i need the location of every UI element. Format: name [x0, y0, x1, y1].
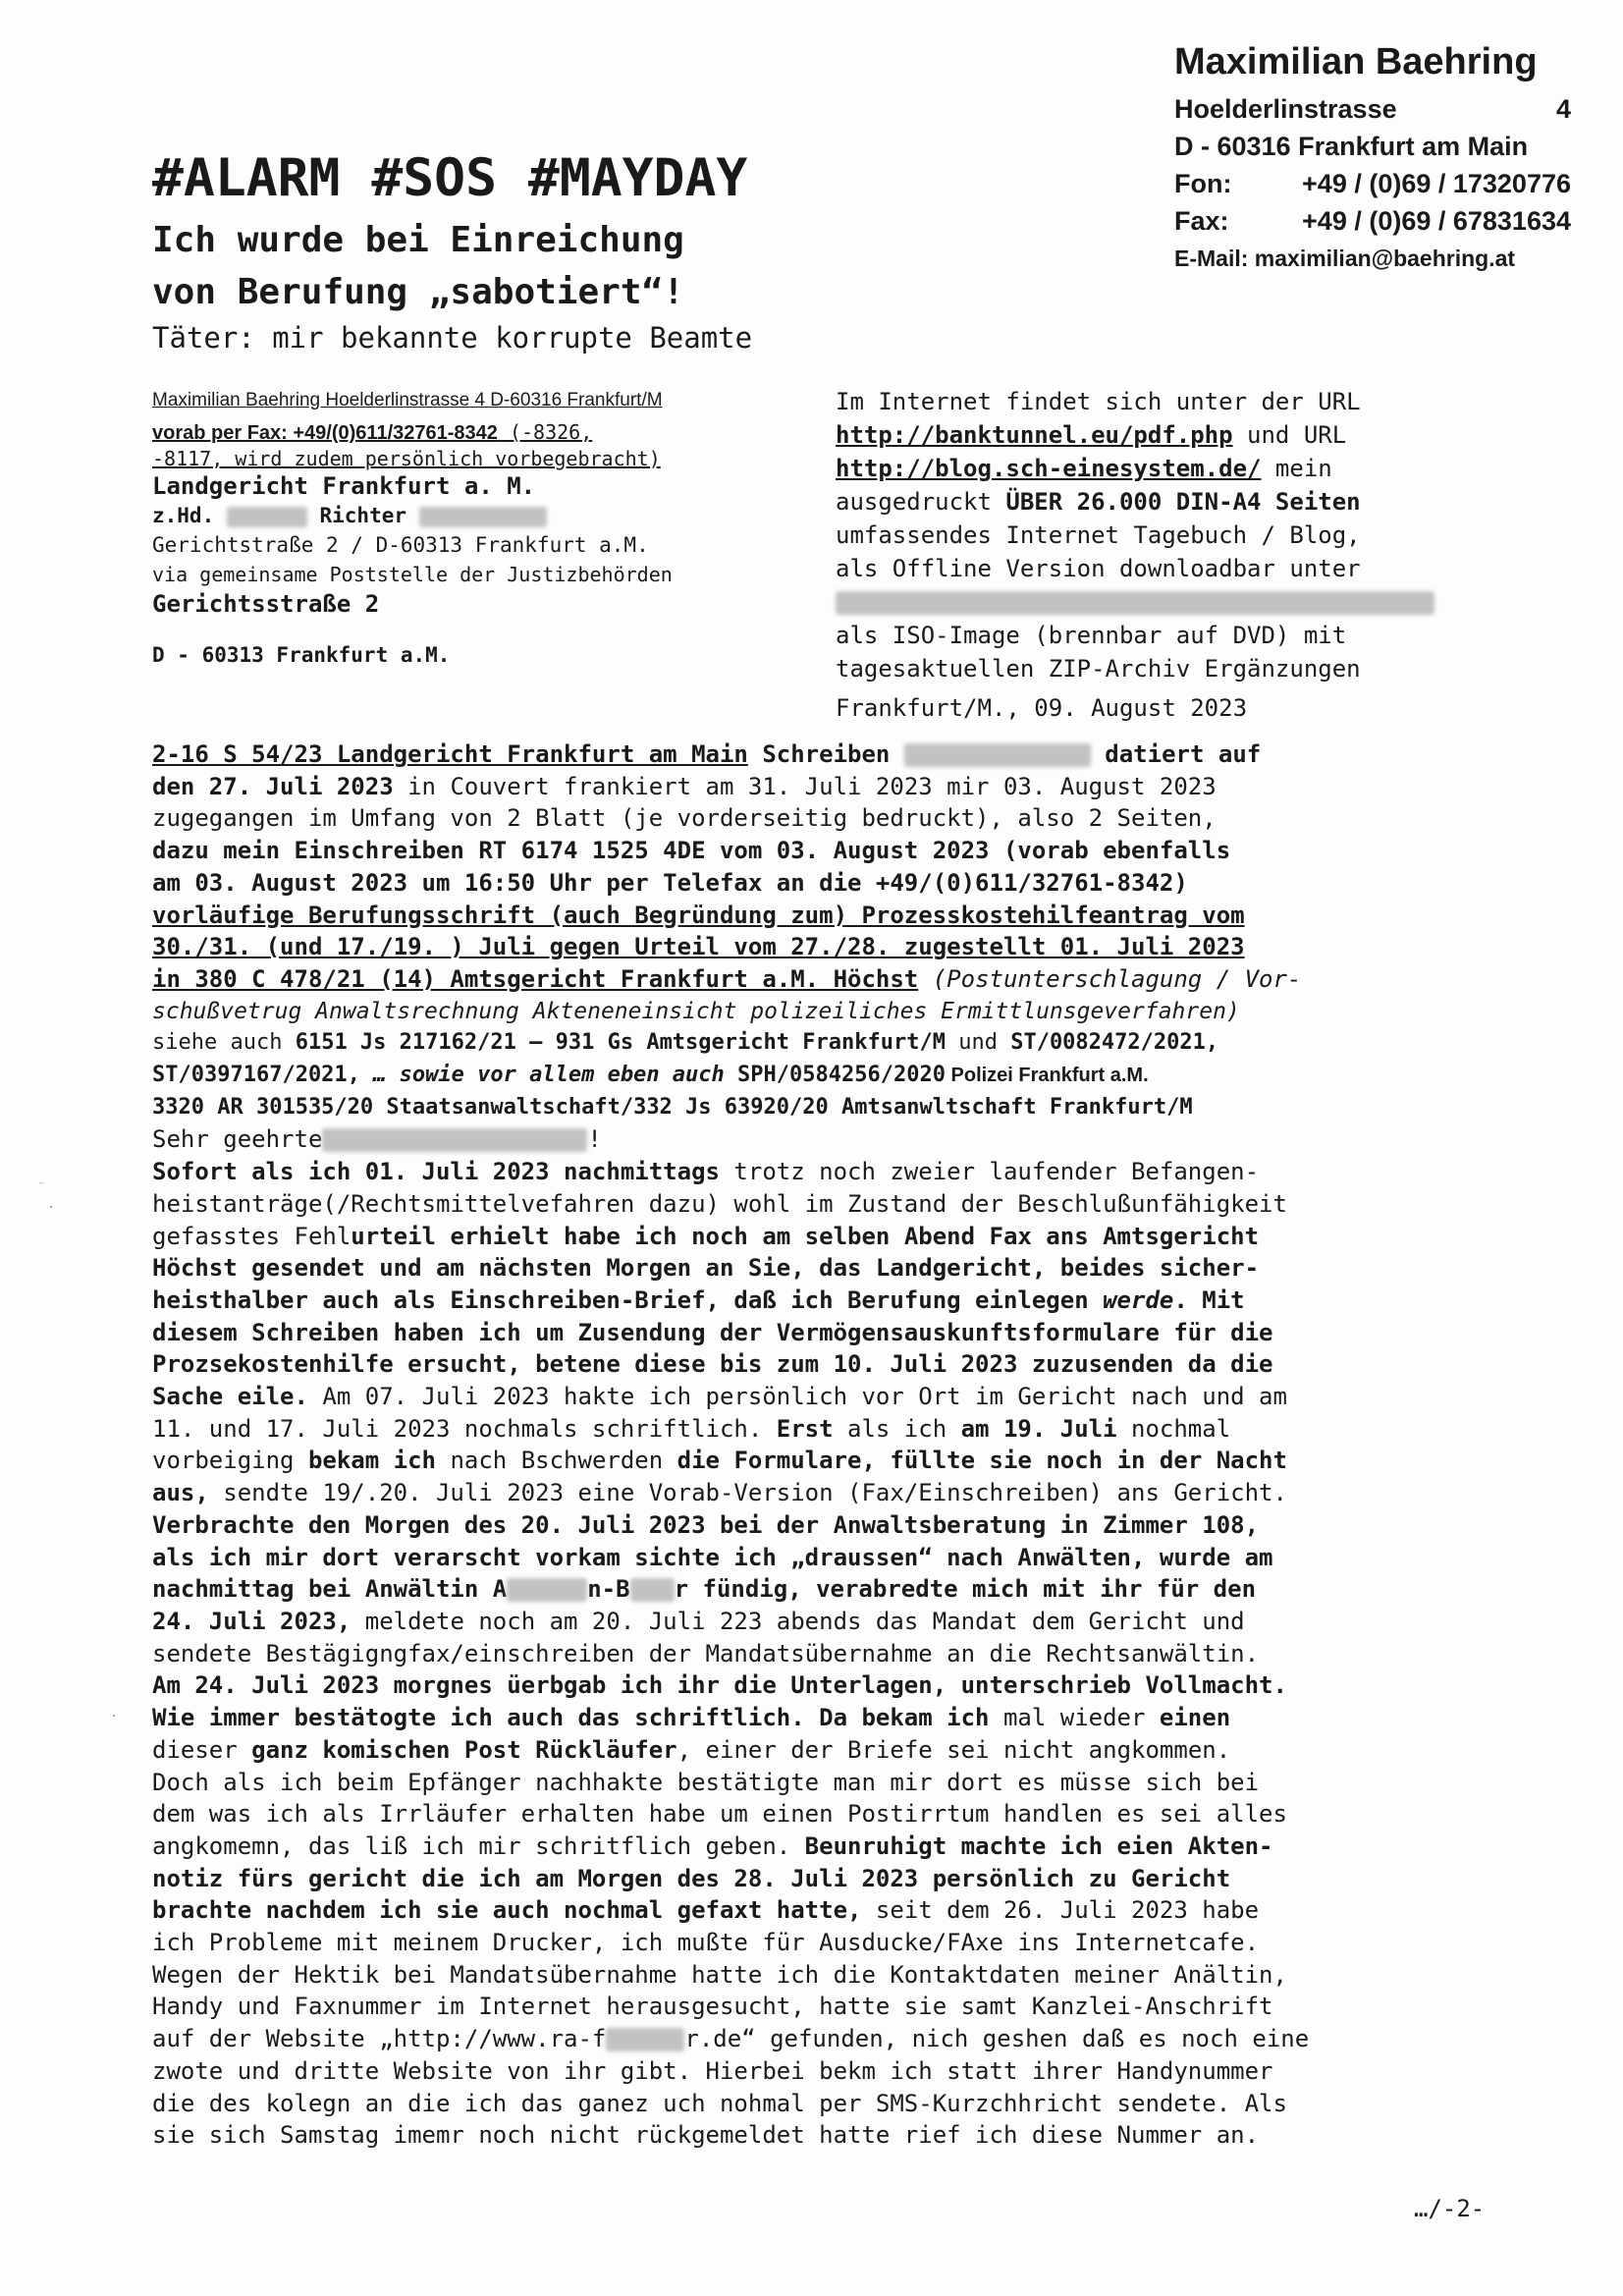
body-line-c: als ich: [833, 1414, 961, 1443]
body-line-b: … sowie vor allem eben auch: [359, 1063, 738, 1088]
info-line-7: [836, 585, 1493, 619]
sender-city: D - 60316 Frankfurt am Main: [1174, 132, 1529, 161]
sender-street-row: [1174, 90, 1571, 128]
headline-line4: Täter: mir bekannte korrupte Beamte: [152, 321, 753, 355]
body-line-a: auf der Website „http://www.ra-f: [152, 2025, 607, 2053]
body-line-a: Wie immer bestätogte ich auch das schriftlich. Da bekam ich: [152, 1704, 990, 1732]
letter-body: [152, 738, 1488, 2152]
redacted-name: [227, 507, 307, 527]
body-line-c: . Mit: [1173, 1285, 1245, 1314]
attn-prefix: z.Hd.: [152, 504, 227, 527]
sender-fax: +49 / (0)69 / 67831634: [1302, 206, 1571, 236]
body-line: [152, 1702, 1488, 1734]
body-line-b: trotz noch zweier laufender Befangen-: [719, 1158, 1260, 1186]
body-line: Prozsekostenhilfe ersucht, betene diese bis zum 10. Juli 2023 zuzusenden da die: [152, 1350, 1273, 1379]
letter-date: Frankfurt/M., 09. August 2023: [836, 694, 1248, 722]
body-line: [152, 1831, 1488, 1863]
body-line: ich Probleme mit meinem Drucker, ich mußte für Ausducke/FAxe ins Internetcafe.: [152, 1929, 1260, 1957]
body-line-a: aus,: [152, 1479, 209, 1507]
body-line-b: Am 07. Juli 2023 hakte ich persönlich vor Ort im Gericht nach und am: [307, 1383, 1287, 1411]
info-line-3-rest: mein: [1261, 455, 1332, 482]
body-line: notiz fürs gericht die ich am Morgen des 28. Juli 2023 persönlich zu Gericht: [152, 1864, 1231, 1892]
body-line-a: nachmittag bei Anwältin A: [152, 1575, 508, 1604]
body-line-d: ST/0082472/2021,: [1010, 1030, 1219, 1056]
body-line-b: urteil erhielt habe ich noch am selben Abend Fax ans Amtsgericht: [351, 1222, 1260, 1250]
body-line-b: mal wieder: [989, 1704, 1160, 1732]
body-line: 30./31. (und 17./19. ) Juli gegen Urteil vom 27./28. zugestellt 01. Juli 2023: [152, 933, 1245, 961]
fax-line: [152, 419, 830, 446]
body-line: [152, 771, 1488, 803]
body-line-a: ST/0397167/2021,: [152, 1063, 360, 1088]
info-line-9: tagesaktuellen ZIP-Archiv Ergänzungen: [836, 655, 1361, 683]
fax-line-2: -8117, wird zudem persönlich vorbegebracht): [152, 447, 661, 470]
salutation: [152, 1123, 1488, 1156]
body-line-a: Sache eile.: [152, 1383, 308, 1411]
headline-line3: von Berufung „sabotiert“!: [152, 272, 684, 312]
redacted-url: [836, 591, 1434, 615]
body-line: [152, 1381, 1488, 1413]
redacted-name: [904, 743, 1091, 767]
sender-fax-label: Fax:: [1174, 206, 1229, 236]
reference-text-2: datiert auf: [1090, 740, 1262, 768]
body-line-b: Beunruhigt machte ich eien Akten-: [804, 1831, 1273, 1860]
info-line-4-bold: ÜBER 26.000 DIN-A4 Seiten: [1005, 488, 1361, 516]
redacted-name: [606, 2028, 684, 2051]
court-via: via gemeinsame Poststelle der Justizbehörden: [152, 563, 673, 586]
info-line-3: [836, 452, 1493, 485]
body-line-c: einen: [1159, 1704, 1231, 1732]
sender-fon-row: [1174, 165, 1571, 202]
body-line: [152, 1477, 1488, 1509]
body-line-c: r fündig, verabredte mich mit ihr für den: [674, 1575, 1257, 1604]
body-line-d: die Formulare, füllte sie noch in der Nacht: [676, 1447, 1287, 1475]
body-line: dem was ich als Irrläufer erhalten habe um einen Postirrtum handlen es sei alles: [152, 1800, 1287, 1829]
salutation-end: !: [587, 1125, 602, 1154]
body-line: Am 24. Juli 2023 morgnes üerbgab ich ihr die Unterlagen, unterschrieb Vollmacht.: [152, 1671, 1287, 1700]
body-line-b: sendte 19/.20. Juli 2023 eine Vorab-Version (Fax/Einschreiben) ans Gericht.: [208, 1479, 1287, 1507]
body-line-c: SPH/0584256/2020: [737, 1063, 946, 1088]
body-line: [152, 1156, 1488, 1188]
body-line: zugegangen im Umfang von 2 Blatt (je vorderseitig bedruckt), also 2 Seiten,: [152, 804, 1217, 833]
body-line: als ich mir dort verarscht vorkam sichte ich „draussen“ nach Anwälten, wurde am: [152, 1543, 1273, 1571]
court-city: D - 60313 Frankfurt a.M.: [152, 643, 451, 667]
body-line-c: , einer der Briefe sei nicht angkommen.: [676, 1735, 1231, 1764]
body-line-bold: den 27. Juli 2023: [152, 772, 394, 800]
court-street: Gerichtstraße 2 / D-60313 Frankfurt a.M.: [152, 533, 649, 557]
info-line-6: als Offline Version downloadbar unter: [836, 555, 1361, 582]
body-line-c: nach Bschwerden: [436, 1447, 677, 1475]
info-line-4: [836, 485, 1493, 519]
sender-email: E-Mail: maximilian@baehring.at: [1174, 246, 1516, 271]
body-line: [152, 996, 1488, 1028]
redacted-name: [630, 1578, 675, 1602]
headline-alarm: #ALARM #SOS #MAYDAY: [152, 148, 748, 208]
body-line: die des kolegn an die ich das ganez uch nohmal per SMS-Kurzchhricht sendete. Als: [152, 2089, 1287, 2117]
court-street-2: Gerichtsstraße 2: [152, 590, 380, 618]
body-line-a: dieser: [152, 1735, 252, 1764]
scan-mark: ·: [47, 1200, 56, 1216]
body-line-b: ganz komischen Post Rückläufer: [251, 1735, 677, 1764]
body-line-b: werde: [1103, 1285, 1174, 1314]
body-line: 3320 AR 301535/20 Staatsanwaltschaft/332 Js 63920/20 Amtsanwltschaft Frankfurt/M: [152, 1094, 1193, 1120]
return-address-line: Maximilian Baehring Hoelderlinstrasse 4 D-60316 Frankfurt/M: [152, 390, 663, 410]
salutation-text: Sehr geehrte: [152, 1125, 323, 1154]
info-line-2: [836, 418, 1493, 452]
body-line: [152, 738, 1488, 771]
body-line-a: siehe auch: [152, 1030, 296, 1056]
scan-mark: ·: [110, 1709, 119, 1724]
body-line-b: meldete noch am 20. Juli 223 abends das Mandat dem Gericht und: [351, 1607, 1245, 1635]
body-line: Doch als ich beim Epfänger nachhakte bestätigte man mir dort es müsse sich bei: [152, 1768, 1260, 1796]
body-line: [152, 1027, 1488, 1060]
body-line: Wegen der Hektik bei Mandatsübernahme hatte ich die Kontaktdaten meiner Anältin,: [152, 1960, 1287, 1989]
body-line: [152, 963, 1488, 996]
body-line: [152, 2023, 1488, 2055]
info-block: [836, 385, 1493, 725]
body-line-b: Erst: [776, 1414, 834, 1443]
body-line-b: 6151 Js 217162/21 – 931 Gs Amtsgericht Frankfurt/M: [295, 1030, 946, 1056]
body-line: [152, 1734, 1488, 1767]
sender-name: Maximilian Baehring: [1174, 41, 1538, 82]
redacted-name: [419, 507, 547, 527]
page-continuation: …/-2-: [1414, 2195, 1486, 2222]
body-line-b: seit dem 26. Juli 2023 habe: [861, 1896, 1260, 1925]
reference-case: 2-16 S 54/23 Landgericht Frankfurt am Main: [152, 740, 748, 768]
body-line: Verbrachte den Morgen des 20. Juli 2023 bei der Anwaltsberatung in Zimmer 108,: [152, 1510, 1260, 1539]
body-line-b: n-B: [587, 1575, 630, 1604]
sender-fon-label: Fon:: [1174, 169, 1232, 198]
headline-line2: Ich wurde bei Einreichung: [152, 220, 684, 260]
body-line: [152, 1060, 1488, 1092]
body-line-d: Polizei Frankfurt a.M.: [945, 1065, 1149, 1087]
court-name: Landgericht Frankfurt a. M.: [152, 472, 536, 500]
attn-line: [152, 501, 830, 530]
headline-block: [152, 147, 938, 357]
body-line: [152, 1221, 1488, 1253]
body-line-a: gefasstes Fehl: [152, 1222, 352, 1250]
scan-mark: ⁻: [37, 1178, 46, 1194]
body-line-e: nochmal: [1116, 1414, 1231, 1443]
info-line-1: Im Internet findet sich unter der URL: [836, 388, 1361, 415]
body-line: zwote und dritte Website von ihr gibt. Hierbei bekm ich statt ihrer Handynummer: [152, 2056, 1273, 2085]
body-line-a: brachte nachdem ich sie auch nochmal gefaxt hatte,: [152, 1896, 862, 1925]
body-line: [152, 1894, 1488, 1927]
body-line-rest: (Postunterschlagung / Vor-: [918, 964, 1302, 993]
info-line-5: umfassendes Internet Tagebuch / Blog,: [836, 521, 1361, 549]
sender-block: [1174, 37, 1571, 277]
body-line-a: heisthalber auch als Einschreiben-Brief, daß ich Berufung einlegen: [152, 1285, 1104, 1314]
reference-text: Schreiben: [747, 740, 904, 768]
body-line: heistanträge(/Rechtsmittelvefahren dazu) wohl im Zustand der Beschlußunfähigkeit: [152, 1189, 1287, 1218]
body-line-a: angkomemn, das liß ich mir schritflich geben.: [152, 1831, 805, 1860]
body-line-italic: schußvetrug Anwaltsrechnung Akteneneinsicht polizeiliches Ermittlunsgeverfahren): [152, 998, 1240, 1024]
attn-mid: Richter: [306, 504, 419, 527]
body-line: diesem Schreiben haben ich um Zusendung der Vermögensauskunftsformulare für die: [152, 1318, 1273, 1346]
body-line-a: Sofort als ich 01. Juli 2023 nachmittags: [152, 1158, 720, 1186]
body-line: [152, 1573, 1488, 1606]
info-line-8: als ISO-Image (brennbar auf DVD) mit: [836, 622, 1347, 649]
info-line-4-pre: ausgedruckt: [836, 488, 1006, 516]
body-line: [152, 1606, 1488, 1638]
redacted-name: [322, 1128, 587, 1152]
info-line-2-rest: und URL: [1232, 421, 1347, 449]
sender-fon: +49 / (0)69 / 17320776: [1302, 169, 1571, 198]
sender-house-no: 4: [1555, 94, 1571, 124]
body-line-b: bekam ich: [307, 1447, 436, 1475]
fax-line-bold: vorab per Fax: +49/(0)611/32761-8342: [152, 422, 498, 444]
body-line: am 03. August 2023 um 16:50 Uhr per Telefax an die +49/(0)611/32761-8342): [152, 868, 1188, 897]
recipient-address: [152, 386, 830, 670]
body-line: vorläufige Berufungsschrift (auch Begründung zum) Prozesskostehilfeantrag vom: [152, 901, 1245, 929]
fax-line-rest: (-8326,: [497, 420, 593, 444]
body-line-d: am 19. Juli: [960, 1414, 1117, 1443]
sender-fax-row: [1174, 202, 1571, 240]
body-line-rest: in Couvert frankiert am 31. Juli 2023 mir 03. August 2023: [393, 772, 1217, 800]
body-line: sie sich Samstag imemr noch nicht rückgemeldet hatte rief ich diese Nummer an.: [152, 2121, 1260, 2150]
body-line-b: r.de“ gefunden, nich geshen daß es noch eine: [684, 2025, 1310, 2053]
body-line-a: vorbeiging: [152, 1447, 308, 1475]
sender-street: Hoelderlinstrasse: [1174, 94, 1397, 124]
body-line: sendete Bestägigngfax/einschreiben der Mandatsübernahme an die Rechtsanwältin.: [152, 1639, 1260, 1667]
redacted-name: [507, 1578, 587, 1602]
body-line: [152, 1285, 1488, 1317]
body-line-c: und: [945, 1030, 1011, 1056]
url-blog[interactable]: http://blog.sch-einesystem.de/: [836, 455, 1262, 482]
body-line-bold: in 380 C 478/21 (14) Amtsgericht Frankfurt a.M. Höchst: [152, 964, 919, 993]
body-line-a: 24. Juli 2023,: [152, 1607, 352, 1635]
body-line-a: 11. und 17. Juli 2023 nochmals schriftlich.: [152, 1414, 777, 1443]
body-line: [152, 1413, 1488, 1446]
body-line: [152, 1445, 1488, 1477]
url-banktunnel[interactable]: http://banktunnel.eu/pdf.php: [836, 421, 1233, 449]
body-line: Höchst gesendet und am nächsten Morgen an Sie, das Landgericht, beides sicher-: [152, 1254, 1260, 1283]
body-line: Handy und Faxnummer im Internet herausgesucht, hatte sie samt Kanzlei-Anschrift: [152, 1993, 1273, 2021]
body-line: dazu mein Einschreiben RT 6174 1525 4DE vom 03. August 2023 (vorab ebenfalls: [152, 837, 1231, 865]
